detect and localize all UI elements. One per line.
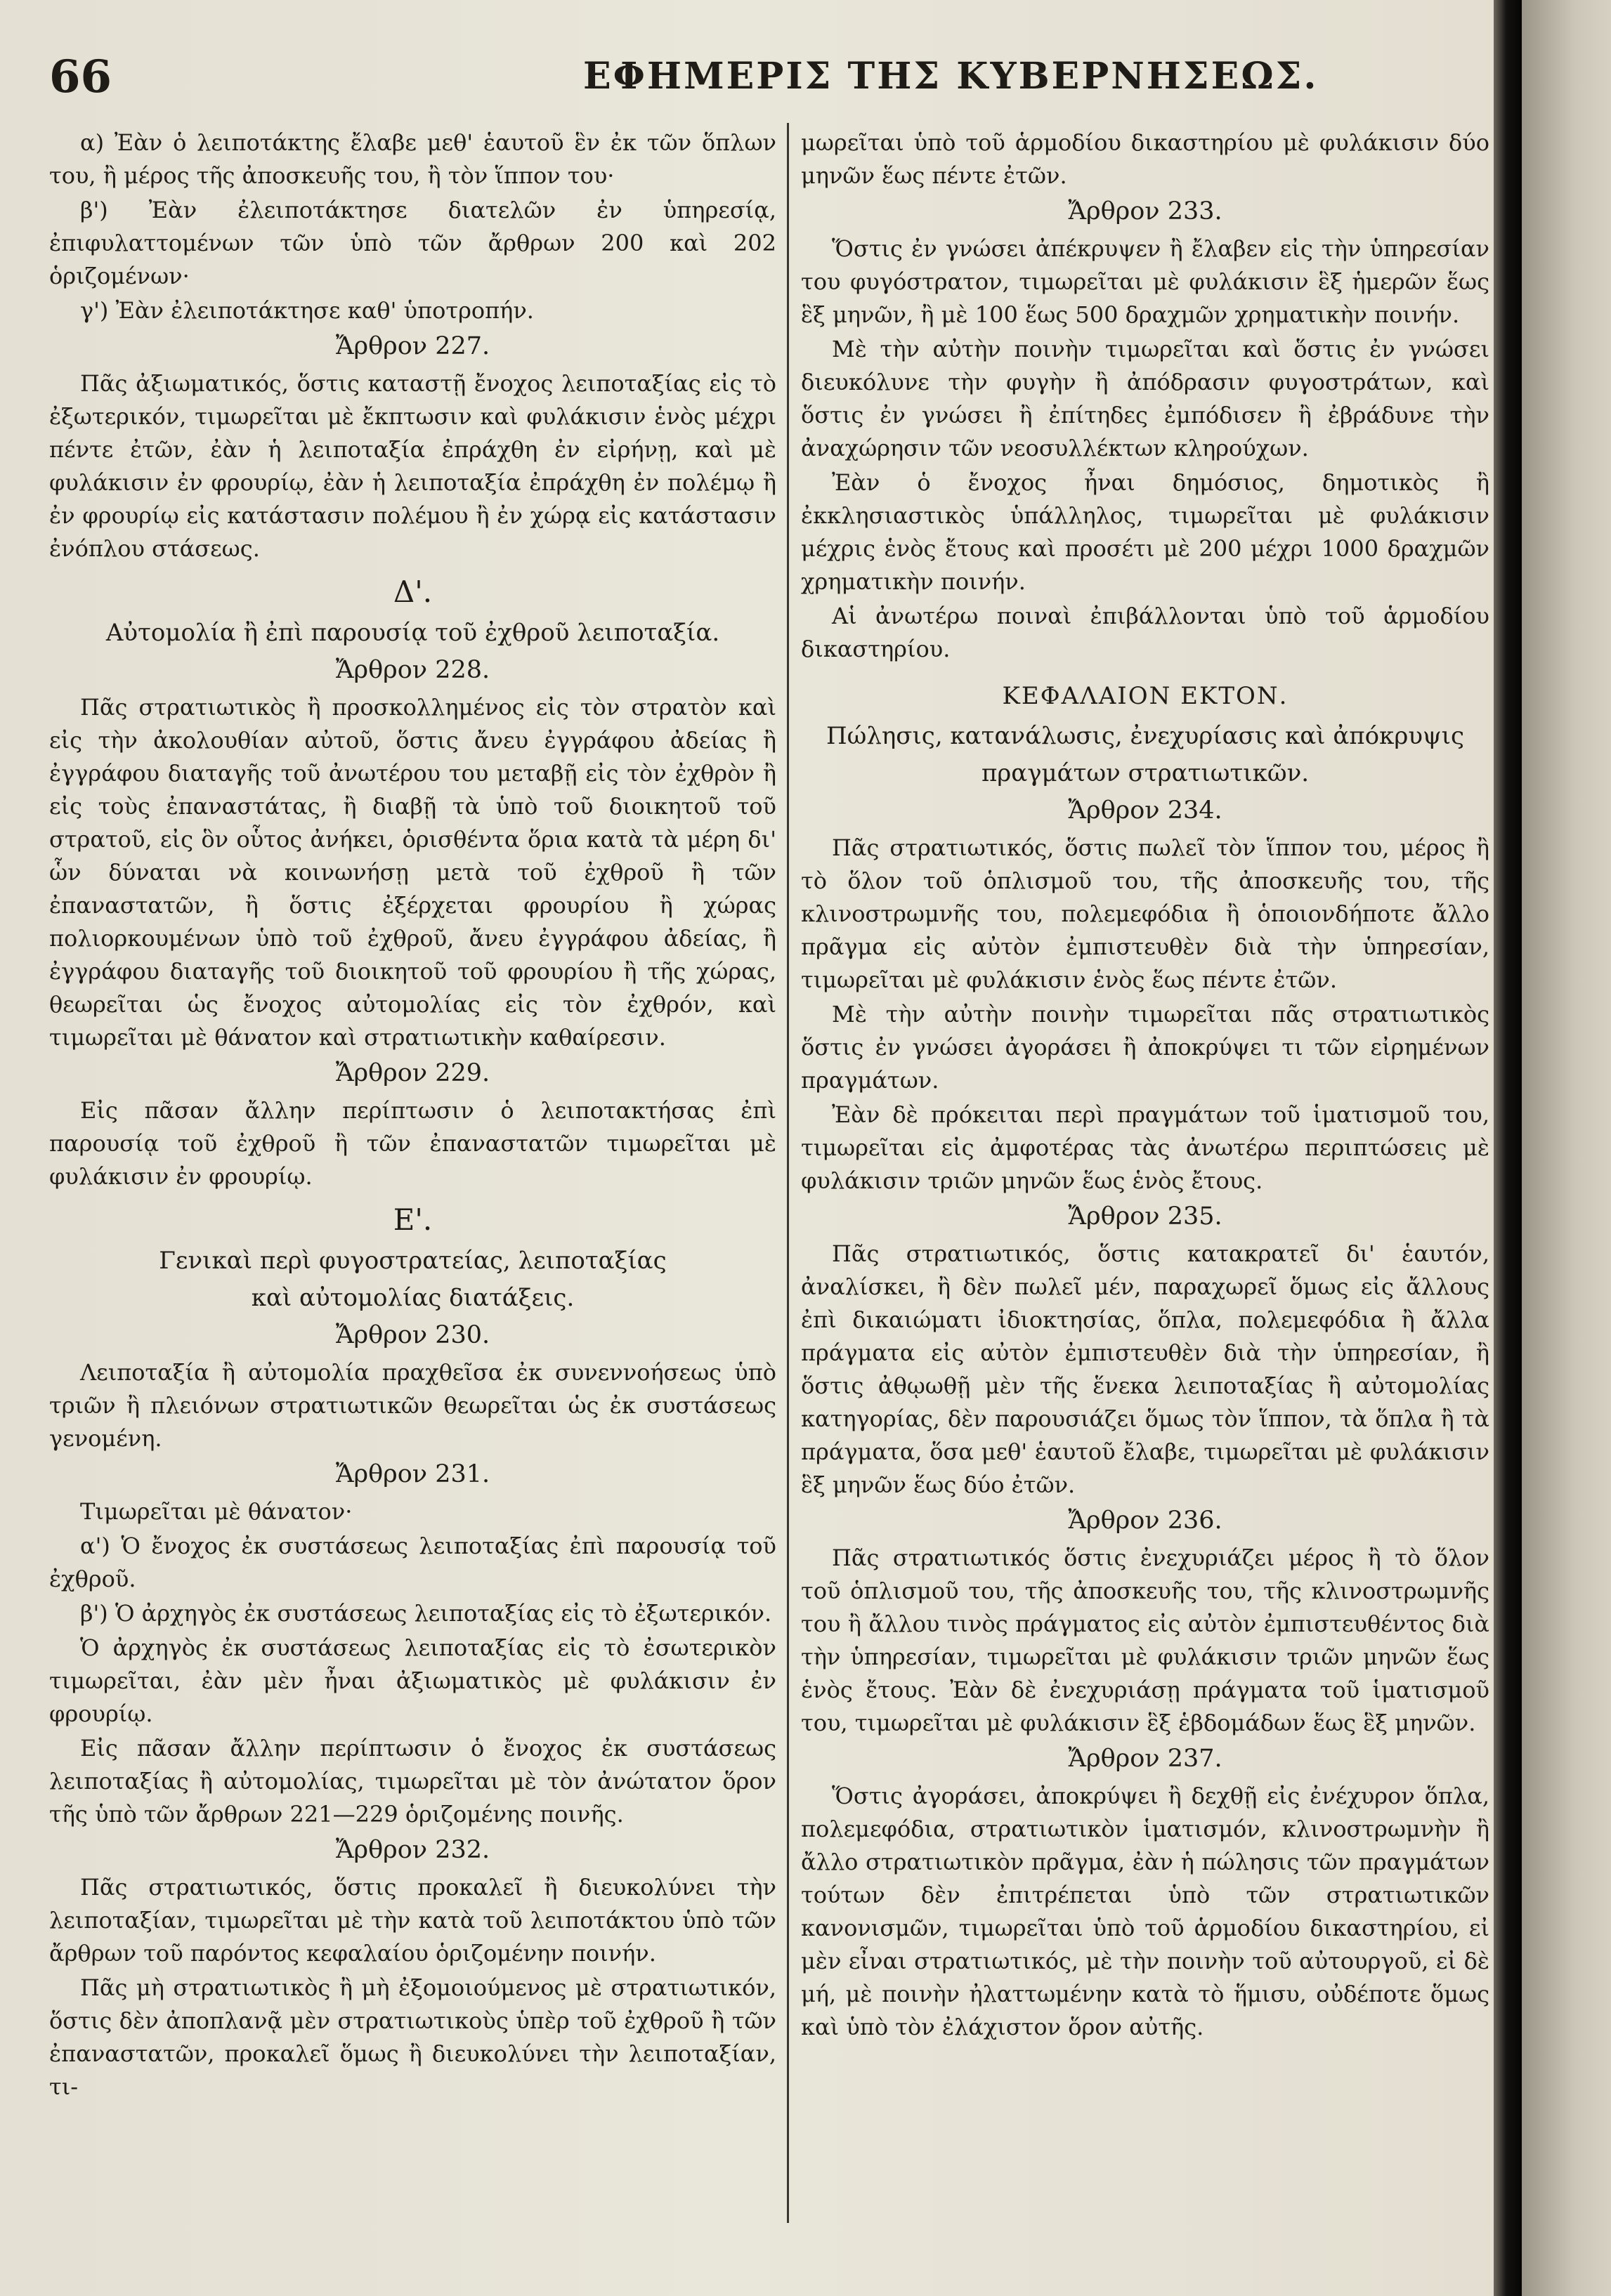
paragraph: Εἰς πᾶσαν ἄλλην περίπτωσιν ὁ ἔνοχος ἐκ συστάσεως λειποταξίας ἢ αὐτομολίας, τιμωρεῖται μὲ τὸν ἀνώτατον ὅρον τῆς ὑπὸ τῶν ἄρθρων 221—229 ὁριζομένης ποινῆς.: [49, 1735, 776, 1828]
paragraph: Πᾶς ἀξιωματικός, ὅστις καταστῇ ἔνοχος λειποταξίας εἰς τὸ ἐξωτερικόν, τιμωρεῖται μὲ ἔκπτωσιν καὶ φυλάκισιν ἑνὸς μέχρι πέντε ἐτῶν, ἐὰν ἡ λειποταξία ἐπράχθη ἐν εἰρήνῃ, καὶ μὲ φυλάκισιν ἐν φρουρίῳ, ἐὰν ἡ λειποταξία ἐπράχθη ἐν πολέμῳ ἢ ἐν φρουρίῳ εἰς κατάστασιν πολέμου ἢ ἐν χώρᾳ εἰς κατάστασιν ἐνόπλου στάσεως.: [49, 370, 776, 562]
page-number: 66: [49, 51, 112, 103]
article-heading: Ἄρθρον 232.: [335, 1836, 490, 1864]
paragraph: Εἰς πᾶσαν ἄλλην περίπτωσιν ὁ λειποτακτήσας ἐπὶ παρουσίᾳ τοῦ ἐχθροῦ ἢ τῶν ἐπαναστατῶν τιμωρεῖται μὲ φυλάκισιν ἐν φρουρίῳ.: [49, 1097, 776, 1190]
article-heading: Ἄρθρον 236.: [1068, 1507, 1222, 1535]
paragraph: Πᾶς στρατιωτικός, ὅστις προκαλεῖ ἢ διευκολύνει τὴν λειποταξίαν, τιμωρεῖται μὲ τὴν κατὰ τοῦ λειποτάκτου ὑπὸ τῶν ἄρθρων τοῦ παρόντος κεφαλαίου ὁριζομένην ποινήν.: [49, 1874, 776, 1967]
paragraph: Πᾶς στρατιωτικός, ὅστις κατακρατεῖ δι' ἑαυτόν, ἀναλίσκει, ἢ δὲν πωλεῖ μέν, παραχωρεῖ ὅμως εἰς ἄλλους ἐπὶ δικαιώματι ἰδιοκτησίας, ὅπλα, πολεμεφόδια ἢ ἄλλα πράγματα εἰς αὐτὸν ἐμπιστευθὲν διὰ τὴν ὑπηρεσίαν, ἢ ὅστις ἀθῳωθῇ μὲν τῆς ἕνεκα λειποταξίας ἢ αὐτομολίας κατηγορίας, δὲν παρουσιάζει ὅμως τὸν ἵππον, τὰ ὅπλα ἢ τὰ πράγματα, ὅσα μεθ' ἑαυτοῦ ἔλαβε, τιμωρεῖται μὲ φυλάκισιν ἓξ μηνῶν ἕως δύο ἐτῶν.: [801, 1240, 1489, 1498]
paragraph: Πᾶς στρατιωτικός ὅστις ἐνεχυριάζει μέρος ἢ τὸ ὅλον τοῦ ὁπλισμοῦ του, τῆς ἀποσκευῆς του, τῆς κλινοστρωμνῆς του ἢ ἄλλου τινὸς πράγματος εἰς αὐτὸν ἐμπιστευθέντος διὰ τὴν ὑπηρεσίαν, τιμωρεῖται μὲ φυλάκισιν τριῶν μηνῶν ἕως ἑνὸς ἔτους. Ἐὰν δὲ ἐνεχυριάσῃ πράγματα τοῦ ἱματισμοῦ του, τιμωρεῖται μὲ φυλάκισιν ἓξ ἑβδομάδων ἕως ἓξ μηνῶν.: [801, 1544, 1489, 1736]
column-divider: [787, 123, 789, 2223]
paragraph: μωρεῖται ὑπὸ τοῦ ἁρμοδίου δικαστηρίου μὲ φυλάκισιν δύο μηνῶν ἕως πέντε ἐτῶν.: [801, 129, 1489, 189]
running-title: ΕΦΗΜΕΡΙΣ ΤΗΣ ΚΥΒΕΡΝΗΣΕΩΣ.: [583, 55, 1319, 98]
paragraph: α) Ἐὰν ὁ λειποτάκτης ἔλαβε μεθ' ἑαυτοῦ ἓν ἐκ τῶν ὅπλων του, ἢ μέρος τῆς ἀποσκευῆς του, ἢ τὸν ἵππον του·: [49, 129, 776, 189]
paragraph: Μὲ τὴν αὐτὴν ποινὴν τιμωρεῖται πᾶς στρατιωτικὸς ὅστις ἐν γνώσει ἀγοράσει ἢ ἀποκρύψει τι τῶν εἰρημένων πραγμάτων.: [801, 1001, 1489, 1094]
article-heading: Ἄρθρον 230.: [335, 1321, 490, 1349]
section-heading: Ε'.: [393, 1202, 433, 1237]
paragraph: Μὲ τὴν αὐτὴν ποινὴν τιμωρεῖται καὶ ὅστις ἐν γνώσει διευκόλυνε τὴν φυγὴν ἢ ἀπόδρασιν φυγοστράτων, καὶ ὅστις ἐν γνώσει ἢ ἐπίτηδες ἐμπόδισεν ἢ ἐβράδυνε τὴν ἀναχώρησιν τῶν νεοσυλλέκτων κληρούχων.: [801, 336, 1489, 461]
right-column: [801, 126, 1489, 2262]
paragraph: β') Ὁ ἀρχηγὸς ἐκ συστάσεως λειποταξίας εἰς τὸ ἐξωτερικόν.: [80, 1600, 772, 1627]
article-heading: Ἄρθρον 229.: [335, 1059, 490, 1087]
section-subtitle: Γενικαὶ περὶ φυγοστρατείας, λειποταξίας: [159, 1247, 667, 1275]
paragraph: α') Ὁ ἔνοχος ἐκ συστάσεως λειποταξίας ἐπὶ παρουσίᾳ τοῦ ἐχθροῦ.: [49, 1533, 776, 1592]
paragraph: Τιμωρεῖται μὲ θάνατον·: [80, 1498, 353, 1525]
chapter-heading: ΚΕΦΑΛΑΙΟΝ ΕΚΤΟΝ.: [1002, 682, 1289, 710]
section-heading: Δ'.: [393, 575, 433, 609]
paragraph: Ἐὰν ὁ ἔνοχος ἦναι δημόσιος, δημοτικὸς ἢ ἐκκλησιαστικὸς ὑπάλληλος, τιμωρεῖται μὲ φυλάκισιν μέχρις ἑνὸς ἔτους καὶ προσέτι μὲ 200 μέχρι 1000 δραχμῶν χρηματικὴν ποινήν.: [801, 469, 1489, 595]
section-subtitle: καὶ αὐτομολίας διατάξεις.: [251, 1284, 575, 1312]
article-heading: Ἄρθρον 227.: [335, 332, 490, 360]
paragraph: γ') Ἐὰν ἐλειποτάκτησε καθ' ὑποτροπήν.: [80, 297, 534, 324]
section-subtitle: πραγμάτων στρατιωτικῶν.: [981, 759, 1310, 787]
paragraph: Αἱ ἀνωτέρω ποιναὶ ἐπιβάλλονται ὑπὸ τοῦ ἁρμοδίου δικαστηρίου.: [801, 603, 1489, 662]
book-spine-shadow: [1494, 0, 1522, 2296]
left-column: [49, 126, 776, 2262]
section-subtitle: Πώλησις, κατανάλωσις, ἐνεχυρίασις καὶ ἀπόκρυψις: [826, 722, 1465, 750]
paragraph: β') Ἐὰν ἐλειποτάκτησε διατελῶν ἐν ὑπηρεσίᾳ, ἐπιφυλαττομένων τῶν ὑπὸ τῶν ἄρθρων 200 καὶ 202 ὁριζομένων·: [49, 197, 776, 289]
article-heading: Ἄρθρον 231.: [335, 1460, 490, 1488]
paragraph: Πᾶς στρατιωτικός, ὅστις πωλεῖ τὸν ἵππον του, μέρος ἢ τὸ ὅλον τοῦ ὁπλισμοῦ του, τῆς ἀποσκευῆς του, τῆς κλινοστρωμνῆς του, πολεμεφόδια ἢ ὁποιονδήποτε ἄλλο πρᾶγμα εἰς αὐτὸν ἐμπιστευθὲν διὰ τὴν ὑπηρεσίαν, τιμωρεῖται μὲ φυλάκισιν ἑνὸς ἕως πέντε ἐτῶν.: [801, 834, 1489, 993]
paragraph: Πᾶς μὴ στρατιωτικὸς ἢ μὴ ἐξομοιούμενος μὲ στρατιωτικόν, ὅστις δὲν ἀποπλανᾷ μὲν στρατιωτικοὺς ὑπὲρ τοῦ ἐχθροῦ ἢ τῶν ἐπαναστατῶν, προκαλεῖ ὅμως ἢ διευκολύνει τὴν λειποταξίαν, τι-: [49, 1974, 776, 2100]
page-header: [49, 51, 1475, 107]
paragraph: Πᾶς στρατιωτικὸς ἢ προσκολλημένος εἰς τὸν στρατὸν καὶ εἰς τὴν ἀκολουθίαν αὐτοῦ, ὅστις ἄνευ ἐγγράφου ἀδείας ἢ ἐγγράφου διαταγῆς τοῦ ἀνωτέρου του μεταβῇ εἰς τὸν ἐχθρὸν ἢ εἰς τοὺς ἐπαναστάτας, ἢ διαβῇ τὰ ὑπὸ τοῦ διοικητοῦ τοῦ στρατοῦ, εἰς ὃν οὗτος ἀνήκει, ὁρισθέντα ὅρια κατὰ τὰ μέρη δι' ὧν δύναται νὰ κοινωνήσῃ μετὰ τοῦ ἐχθροῦ ἢ τῶν ἐπαναστατῶν, ἢ ὅστις ἐξέρχεται φρουρίου ἢ χώρας πολιορκουμένων ὑπὸ τοῦ ἐχθροῦ, ἄνευ ἐγγράφου ἀδείας, ἢ ἐγγράφου διαταγῆς τοῦ διοικητοῦ τοῦ φρουρίου ἢ τῆς χώρας, θεωρεῖται ὡς ἔνοχος αὐτομολίας εἰς τὸν ἐχθρόν, καὶ τιμωρεῖται μὲ θάνατον καὶ στρατιωτικὴν καθαίρεσιν.: [49, 694, 776, 1051]
paragraph: Ὅστις ἀγοράσει, ἀποκρύψει ἢ δεχθῇ εἰς ἐνέχυρον ὅπλα, πολεμεφόδια, στρατιωτικὸν ἱματισμόν, κλινοστρωμνὴν ἢ ἄλλο στρατιωτικὸν πρᾶγμα, ἐὰν ἡ πώλησις τῶν πραγμάτων τούτων δὲν ἐπιτρέπεται ὑπὸ τῶν στρατιωτικῶν κανονισμῶν, τιμωρεῖται ὑπὸ τοῦ ἁρμοδίου δικαστηρίου, εἰ μὲν εἶναι στρατιωτικός, μὲ τὴν ποινὴν τοῦ αὐτουργοῦ, εἰ δὲ μή, μὲ ποινὴν ἠλαττωμένην κατὰ τὸ ἥμισυ, οὐδέποτε ὅμως καὶ ὑπὸ τὸν ἐλάχιστον ὅρον αὐτῆς.: [801, 1783, 1489, 2040]
paragraph: Ὅστις ἐν γνώσει ἀπέκρυψεν ἢ ἔλαβεν εἰς τὴν ὑπηρεσίαν του φυγόστρατον, τιμωρεῖται μὲ φυλάκισιν ἓξ ἡμερῶν ἕως ἓξ μηνῶν, ἢ μὲ 100 ἕως 500 δραχμῶν χρηματικὴν ποινήν.: [801, 235, 1489, 328]
paragraph: Ὁ ἀρχηγὸς ἐκ συστάσεως λειποταξίας εἰς τὸ ἐσωτερικὸν τιμωρεῖται, ἐὰν μὲν ἦναι ἀξιωματικὸς μὲ φυλάκισιν ἐν φρουρίῳ.: [49, 1634, 776, 1727]
adjacent-page-edge: [1522, 0, 1611, 2296]
section-subtitle: Αὐτομολία ἢ ἐπὶ παρουσίᾳ τοῦ ἐχθροῦ λειποταξία.: [105, 619, 720, 647]
article-heading: Ἄρθρον 237.: [1068, 1745, 1222, 1773]
article-heading: Ἄρθρον 228.: [335, 656, 490, 684]
article-heading: Ἄρθρον 235.: [1068, 1202, 1222, 1231]
paragraph: Λειποταξία ἢ αὐτομολία πραχθεῖσα ἐκ συνεννοήσεως ὑπὸ τριῶν ἢ πλειόνων στρατιωτικῶν θεωρεῖται ὡς ἐκ συστάσεως γενομένη.: [49, 1359, 776, 1452]
article-heading: Ἄρθρον 234.: [1068, 796, 1222, 825]
paragraph: Ἐὰν δὲ πρόκειται περὶ πραγμάτων τοῦ ἱματισμοῦ του, τιμωρεῖται εἰς ἀμφοτέρας τὰς ἀνωτέρω περιπτώσεις μὲ φυλάκισιν τριῶν μηνῶν ἕως ἑνὸς ἔτους.: [801, 1101, 1489, 1194]
article-heading: Ἄρθρον 233.: [1068, 197, 1222, 225]
